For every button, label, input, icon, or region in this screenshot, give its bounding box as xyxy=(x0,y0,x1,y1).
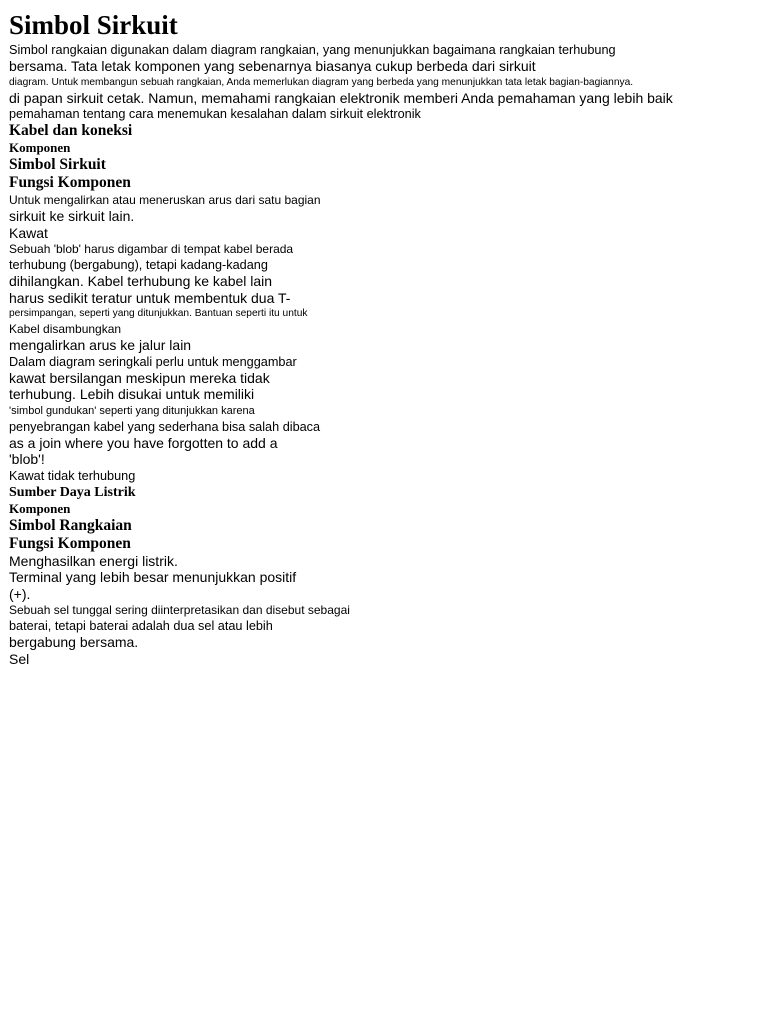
text-line: Simbol rangkaian digunakan dalam diagram rangkaian, yang menunjukkan bagaimana rangkaian terhubung xyxy=(9,43,616,57)
text-line: Menghasilkan energi listrik. xyxy=(9,552,178,569)
text-line: Terminal yang lebih besar menunjukkan positif xyxy=(9,569,297,585)
text-line: harus sedikit teratur untuk membentuk dua T- xyxy=(9,289,291,306)
section-heading: Komponen xyxy=(9,500,71,516)
text-line: 'simbol gundukan' seperti yang ditunjukkan karena xyxy=(9,404,255,417)
section-heading: Kabel dan koneksi xyxy=(9,122,133,139)
text-line: 'blob'! xyxy=(9,451,45,467)
text-line: as a join where you have forgotten to add a xyxy=(9,434,278,451)
section-heading: Simbol Sirkuit xyxy=(9,156,106,173)
text-line: diagram. Untuk membangun sebuah rangkaian, Anda memerlukan diagram yang berbeda yang menunjukkan tata letak bagian-bagiannya. xyxy=(9,76,634,88)
text-line: bersama. Tata letak komponen yang sebenarnya biasanya cukup berbeda dari sirkuit xyxy=(9,58,536,74)
text-line: bergabung bersama. xyxy=(9,634,139,650)
text-line: Sel xyxy=(9,650,30,667)
text-line: Untuk mengalirkan atau meneruskan arus dari satu bagian xyxy=(9,193,321,207)
text-line: Dalam diagram seringkali perlu untuk menggambar xyxy=(9,354,297,369)
text-line: Kawat tidak terhubung xyxy=(9,468,136,483)
text-line: penyebrangan kabel yang sederhana bisa salah dibaca xyxy=(9,419,321,434)
text-line: dihilangkan. Kabel terhubung ke kabel lain xyxy=(9,273,273,289)
text-line: mengalirkan arus ke jalur lain xyxy=(9,337,192,353)
text-line: di papan sirkuit cetak. Namun, memahami rangkaian elektronik memberi Anda pemahaman yang lebih baik xyxy=(9,89,673,106)
text-line: Sebuah 'blob' harus digambar di tempat kabel berada xyxy=(9,242,294,256)
text-line: terhubung (bergabung), tetapi kadang-kadang xyxy=(9,258,268,272)
text-line: (+). xyxy=(9,585,31,602)
text-line: baterai, tetapi baterai adalah dua sel atau lebih xyxy=(9,619,273,633)
text-line: Kabel disambungkan xyxy=(9,322,122,336)
text-line: Sebuah sel tunggal sering diinterpretasikan dan disebut sebagai xyxy=(9,603,350,617)
text-line: pemahaman tentang cara menemukan kesalahan dalam sirkuit elektronik xyxy=(9,107,421,121)
text-line: kawat bersilangan meskipun mereka tidak xyxy=(9,369,270,386)
section-heading: Fungsi Komponen xyxy=(9,174,131,191)
section-heading: Fungsi Komponen xyxy=(9,534,131,552)
section-heading: Sumber Daya Listrik xyxy=(9,484,136,500)
document-body xyxy=(9,42,759,667)
text-line: Kawat xyxy=(9,224,48,241)
section-heading: Simbol Rangkaian xyxy=(9,516,132,534)
page-title: Simbol Sirkuit xyxy=(9,10,178,40)
section-heading: Komponen xyxy=(9,140,71,155)
text-line: sirkuit ke sirkuit lain. xyxy=(9,208,135,224)
text-line: persimpangan, seperti yang ditunjukkan. Bantuan seperti itu untuk xyxy=(9,308,308,319)
text-line: terhubung. Lebih disukai untuk memiliki xyxy=(9,386,255,402)
